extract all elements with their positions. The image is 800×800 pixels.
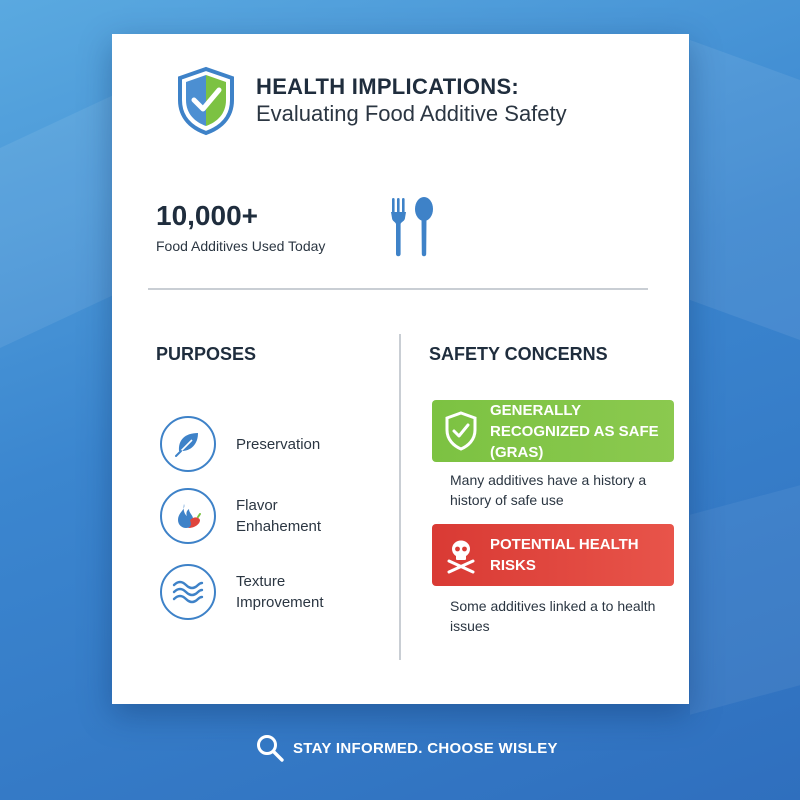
health-risks-banner (432, 524, 674, 586)
purpose-label: Preservation (236, 435, 321, 453)
health-risks-description: Some additives linked a to health issues (450, 598, 656, 634)
gras-banner (432, 400, 674, 462)
vertical-divider (399, 334, 401, 660)
background-facet (690, 485, 800, 714)
additive-count-stat (156, 200, 325, 254)
footer-tagline: STAY INFORMED. CHOOSE WISLEY (293, 739, 558, 757)
waves-icon (171, 577, 205, 607)
safety-concerns-heading: SAFETY CONCERNS (429, 344, 608, 364)
background-facet (690, 40, 800, 340)
purposes-heading: PURPOSES (156, 344, 257, 364)
purpose-icon-circle (160, 488, 216, 544)
infographic-card (112, 34, 689, 704)
horizontal-divider (148, 288, 648, 290)
page-subtitle: Evaluating Food Additive Safety (256, 101, 567, 126)
purpose-label: Flavor Enhahement (236, 497, 322, 535)
page-title: HEALTH IMPLICATIONS: (256, 74, 520, 99)
flame-chili-icon (172, 500, 204, 532)
purpose-item-preservation (160, 416, 346, 472)
shield-check-icon (444, 411, 478, 451)
purpose-label: Texture Improvement (236, 573, 324, 611)
purpose-item-flavor (160, 488, 346, 544)
stat-number: 10,000+ (156, 200, 258, 231)
purpose-icon-circle (160, 416, 216, 472)
purpose-icon-circle (160, 564, 216, 620)
stat-label: Food Additives Used Today (156, 238, 326, 254)
header (176, 66, 567, 136)
leaf-icon (173, 429, 203, 459)
skull-crossbones-icon (444, 535, 478, 575)
footer (255, 733, 558, 763)
shield-check-icon (176, 66, 236, 136)
magnifier-icon (255, 733, 285, 763)
fork-spoon-icon (388, 196, 438, 258)
gras-description: Many additives have a history a history of safe use (450, 472, 647, 508)
background-facet (0, 92, 120, 348)
gras-heading: GENERALLY RECOGNIZED AS SAFE (GRAS) (490, 401, 659, 461)
health-risks-heading: POTENTIAL HEALTH RISKS (490, 536, 639, 574)
purpose-item-texture (160, 564, 346, 620)
